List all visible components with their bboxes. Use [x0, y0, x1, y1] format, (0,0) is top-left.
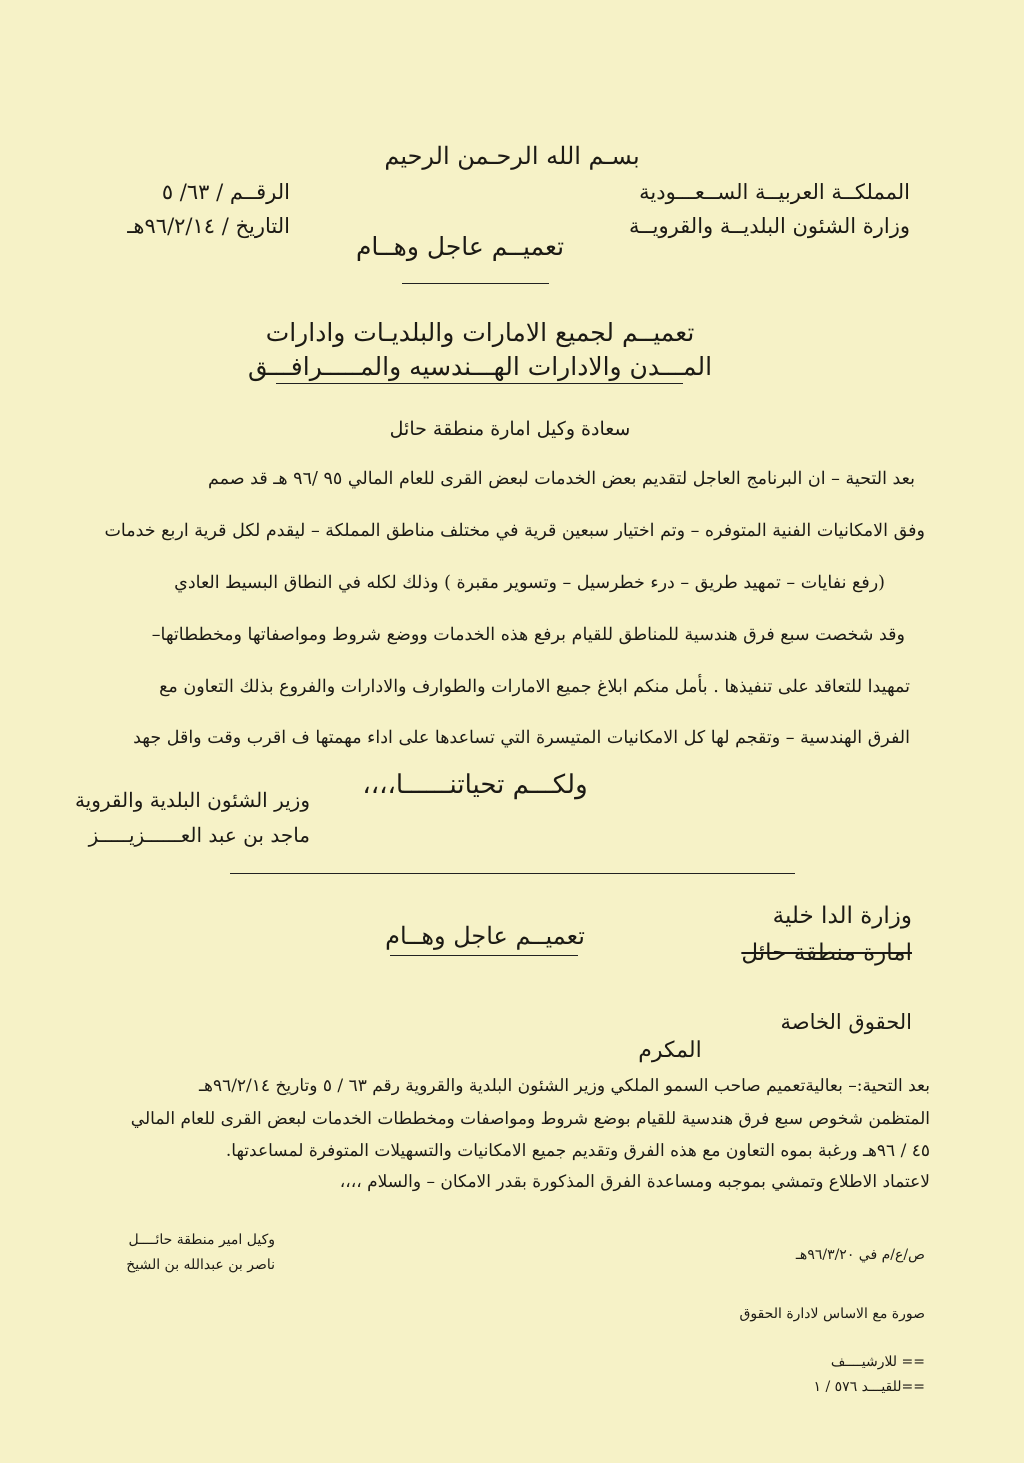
- closing-greeting: ولكـــم تحياتنــــــا،،،،: [362, 770, 588, 800]
- body2-line-3: ٤٥ / ٩٦هـ ورغبة بموه التعاون مع هذه الفرق وتقديم جميع الامكانيات والتسهيلات المتوفرة لمساعدتها.: [225, 1141, 930, 1161]
- addressee-line-2: المـــدن والادارات الهـــندسيه والمـــــرافـــق: [247, 352, 713, 381]
- registry-note: ==للقيـــد ٥٧٦ / ١: [813, 1379, 925, 1395]
- hail-emirate: امارة منطقة حائل: [741, 940, 912, 966]
- interior-ministry: وزارة الدا خلية: [772, 903, 912, 929]
- body2-line-4: لاعتماد الاطلاع وتمشي بموجبه ومساعدة الفرق المذكورة بقدر الامكان – والسلام ،،،،: [339, 1172, 930, 1192]
- signer-name: ماجد بن عبد العــــــزيـــــز: [88, 823, 310, 847]
- body-line-3: (رفع نفايات – تمهيد طريق – درء خطرسيل – وتسوير مقبرة ) وذلك لكله في النطاق البسيط العادي: [174, 573, 885, 593]
- circular-title: تعميــم عاجل وهــام: [355, 232, 565, 261]
- archive-note: == للارشيــــف: [830, 1354, 925, 1370]
- addressee-line-1: تعميــم لجميع الامارات والبلديـات وادارات: [265, 318, 695, 347]
- circular-title-2: تعميــم عاجل وهــام: [385, 922, 585, 950]
- addressee-underline: [276, 383, 683, 384]
- title-underline-2: [390, 955, 578, 956]
- body2-line-2: المتظمن شخوص سبع فرق هندسية للقيام بوضع شروط ومواصفات ومخططات الخدمات لبعض القرى للعام المالي: [130, 1109, 930, 1129]
- body-line-5: تمهيدا للتعاقد على تنفيذها . بأمل منكم ابلاغ جميع الامارات والطوارف والادارات والفروع بذلك التعاون مع: [159, 677, 910, 697]
- signer2-name: ناصر بن عبدالله بن الشيخ: [126, 1257, 275, 1273]
- body-line-1: بعد التحية – ان البرنامج العاجل لتقديم بعض الخدمات لبعض القرى للعام المالي ٩٥ /٩٦ هـ قد صمم: [207, 469, 915, 489]
- signer2-title: وكيل امير منطقة حائــــل: [128, 1232, 275, 1248]
- signer-title: وزير الشئون البلدية والقروية: [74, 788, 310, 812]
- body-line-4: وقد شخصت سبع فرق هندسية للمناطق للقيام برفع هذه الخدمات ووضع شروط ومواصفاتها ومخططاتها–: [151, 625, 905, 645]
- reference-number: الرقــم / ٦٣/ ٥: [161, 180, 290, 204]
- body-line-6: الفرق الهندسية – وتقجم لها كل الامكانيات المتيسرة التي تساعدها على اداء مهمتها ف اقرب وقت واقل جهد: [133, 728, 910, 748]
- ministry-name: المملكــة العربيــة الســعـــودية: [639, 180, 910, 204]
- reference-date: التاريخ / ٩٦/٢/١٤هـ: [127, 214, 290, 238]
- copy-to: صورة مع الاساس لادارة الحقوق: [739, 1306, 925, 1322]
- body-line-2: وفق الامكانيات الفنية المتوفره – وتم اختيار سبعين قرية في مختلف مناطق المملكة – ليقدم لكل قرية اربع خدمات: [104, 521, 925, 541]
- salutation: سعادة وكيل امارة منطقة حائل: [389, 418, 631, 440]
- ministry-department: وزارة الشئون البلديــة والقرويــة: [629, 214, 910, 238]
- body2-line-1: بعد التحية:– بعاليةتعميم صاحب السمو الملكي وزير الشئون البلدية والقروية رقم ٦٣ / ٥ وتاريخ ٩٦/٢/١٤هـ: [198, 1076, 930, 1096]
- recipient: المكرم: [638, 1038, 702, 1063]
- reference-code: ص/ع/م في ٩٦/٣/٢٠هـ: [795, 1247, 925, 1263]
- basmala: بسـم الله الرحـمن الرحيم: [384, 142, 640, 170]
- title-underline: [402, 283, 549, 284]
- section-divider: [230, 873, 795, 874]
- department: الحقوق الخاصة: [780, 1010, 912, 1034]
